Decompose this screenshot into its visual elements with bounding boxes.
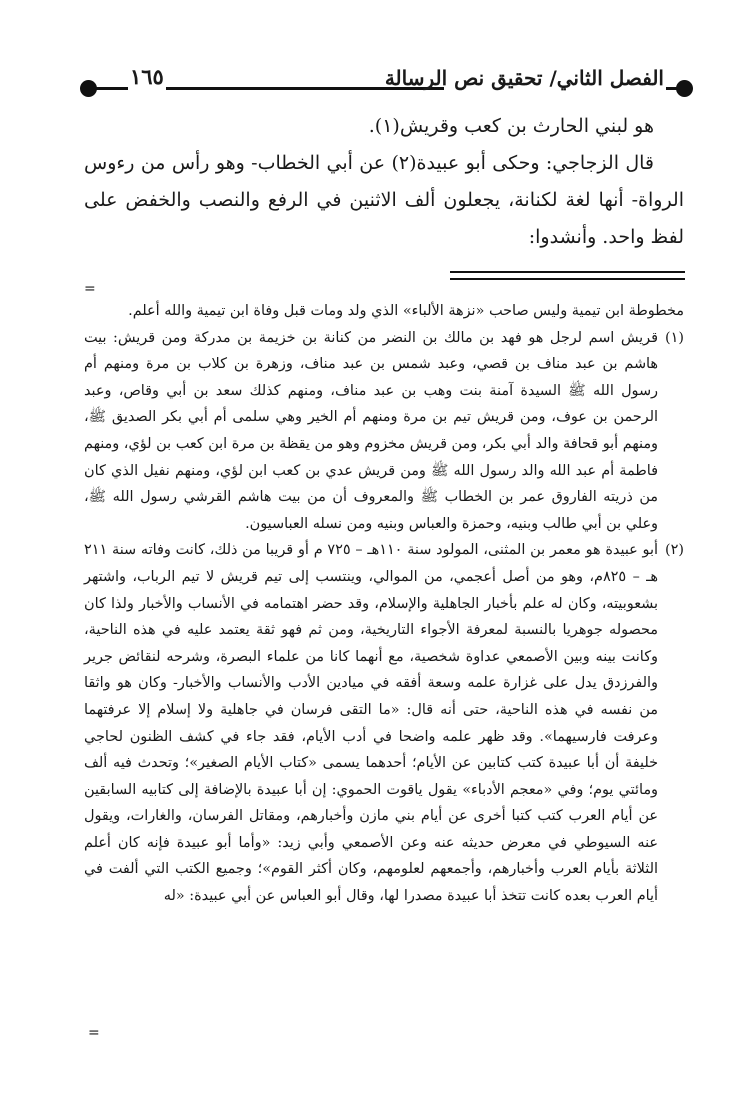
page-number: ١٦٥ xyxy=(130,64,164,89)
running-header xyxy=(78,62,698,102)
chapter-title: الفصل الثاني/ تحقيق نص الرسالة xyxy=(384,66,664,90)
footnote-separator-bottom xyxy=(450,278,685,280)
footnote-number: (١) xyxy=(665,329,684,346)
footnote-text: أبو عبيدة هو معمر بن المثنى، المولود سنة ١١٠هـ – ٧٢٥ م أو قريبا من ذلك، كانت وفاته سنة ٢١١ هـ – ٨٢٥م، وهو من أصل أعجمي، من الموالي، وينتسب إلى تيم قريش لا تيم الرباب، واشتهر بشعوبيته، وكان له علم بأخبار الجاهلية والإسلام، وقد حضر اهتمامه في الأنساب والأخبار ولذا كان محصوله جوهريا بالنسبة لمعرفة الأجواء التاريخية، ومن ثم فهو ثقة يعتمد عليه في هذه الناحية، وكانت بينه وبين الأصمعي عداوة شخصية، مع أنهما كانا من علماء البصرة، وشرحه لنقائض جرير والفرزدق يدل على غزارة علمه وسعة أفقه في ميادين الأدب والأنساب والأخبار- وكان هو واثقا من نفسه في هذه الناحية، حتى أنه قال: «ما التقى فرسان في جاهلية ولا إسلام إلا عرفتهما وعرفت فارسيهما». وقد ظهر علمه واضحا في أدب الأيام، فقد جاء في كشف الظنون لحاجي خليفة أن أبا عبيدة كتب كتابين عن الأيام؛ أحدهما يسمى «كتاب الأيام الصغير»؛ وتحدث فيه ألف ومائتي يوم؛ وفي «معجم الأدباء» يقول ياقوت الحموي: إن أبا عبيدة بالإضافة إلى كتابيه السابقين عن أيام العرب كتب كتبا أخرى عن أيام بني مازن وأخبارهم، ومقاتل الفرسان، والغارات، ويقول عنه السيوطي في معرض حديثه عنه وعن الأصمعي وأبي زيد: «وأما أبو عبيدة فإنه كان أعلم الثلاثة بأيام العرب وأخبارهم، وأجمعهم لعلومهم، وكان أكثر القوم»؛ وجميع الكتب التي ألفت في أيام العرب بعده كانت تتخذ أبا عبيدة مصدرا لها، وقال أبو العباس عن أبي عبيدة: «له xyxy=(84,542,658,905)
footnotes xyxy=(84,298,684,910)
text-paragraph: قال الزجاجي: وحكى أبو عبيدة(٢) عن أبي الخطاب- وهو رأس من رءوس الرواة- أنها لغة لكنانة، يجعلون ألف الاثنين في الرفع والنصب والخفض على لفظ واحد. وأنشدوا: xyxy=(84,152,684,248)
footnote-1 xyxy=(84,325,684,538)
main-text xyxy=(84,108,684,256)
carried-note-mark: = xyxy=(84,281,96,297)
right-ornament-dot xyxy=(676,80,693,97)
continues-mark: = xyxy=(88,1025,100,1041)
header-rule-left xyxy=(88,87,128,90)
continued-footnote: مخطوطة ابن تيمية وليس صاحب «نزهة الألباء» الذي ولد ومات قبل وفاة ابن تيمية والله أعلم. xyxy=(128,303,684,319)
footnote-2 xyxy=(84,537,684,909)
footnote-number: (٢) xyxy=(665,542,684,559)
footnote-separator-top xyxy=(450,271,685,273)
text-line: هو لبني الحارث بن كعب وقريش(١). xyxy=(368,115,654,137)
footnote-text: قريش اسم لرجل هو فهد بن مالك بن النضر من كنانة بن خزيمة بن مدركة ومن قريش: بيت هاشم بن عبد مناف بن قصي، وعبد شمس بن عبد مناف، وزهرة بن كلاب بن مرة ومنهم أم رسول الله ﷺ السيدة آمنة بنت وهب بن عبد مناف، ومنهم كذلك سعد بن أبي وقاص، وعبد الرحمن بن عوف، ومن قريش تيم بن مرة ومنهم أم الخير وهي سلمى أم أبي بكر الصديق ﷺ، ومنهم أبو قحافة والد أبي بكر، ومن قريش مخزوم وهو من يقظة بن مرة ابن كعب بن لؤي، ومنهم فاطمة أم عبد الله والد رسول الله ﷺ ومن قريش عدي بن كعب ابن لؤي، ومنهم نفيل الذي كان من ذريته الفاروق عمر بن الخطاب ﷺ والمعروف أن من بيت هاشم القرشي رسول الله ﷺ، وعلي بن أبي طالب وبنيه، وحمزة والعباس وبنيه ومن نسله العباسيون. xyxy=(84,329,658,532)
